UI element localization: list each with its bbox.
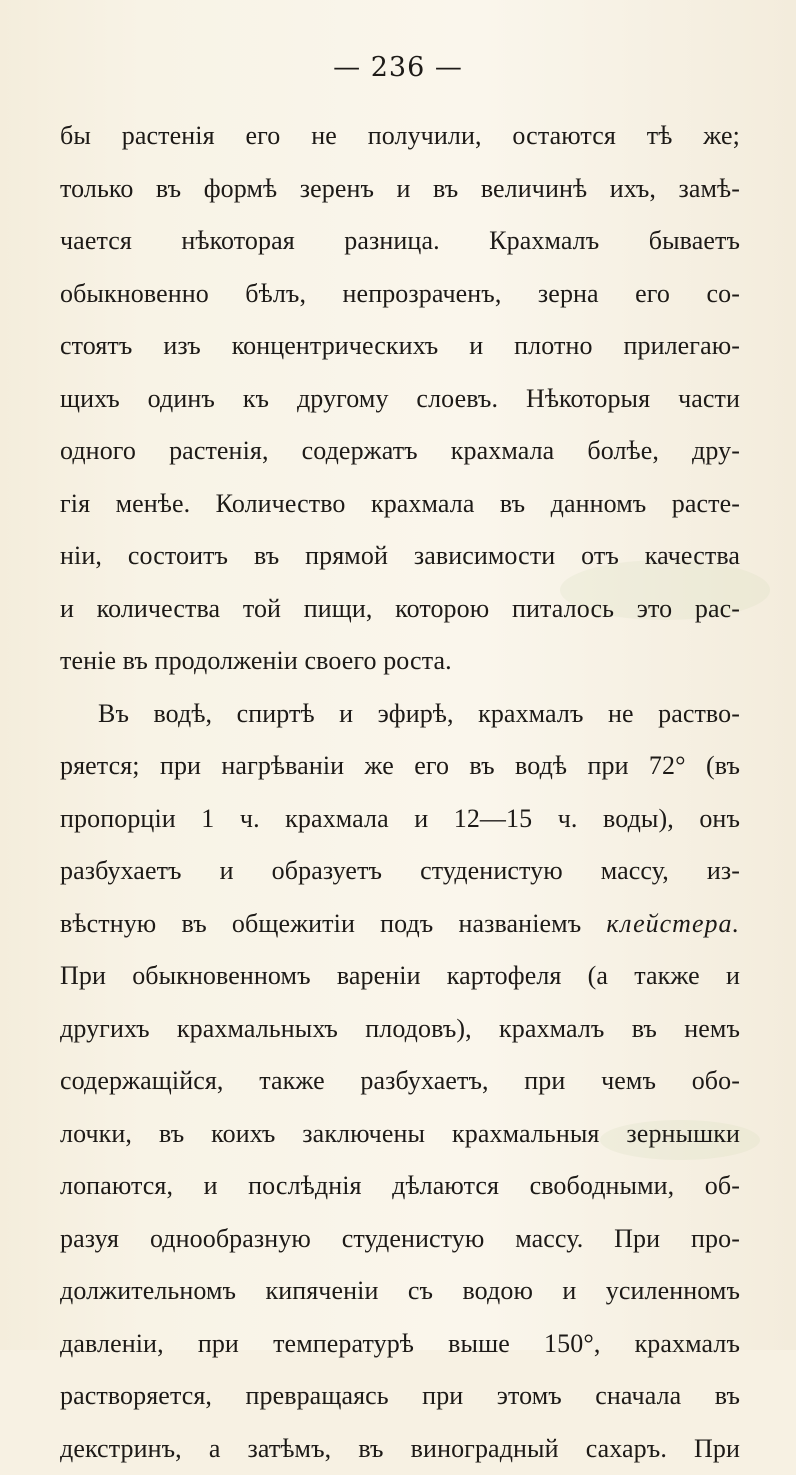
text-line: давленіи, при температурѣ выше 150°, крахмалъ [60, 1318, 740, 1371]
body-text [60, 110, 740, 1475]
text-line: ніи, состоитъ въ прямой зависимости отъ качества [60, 530, 740, 583]
text-line: гія менѣе. Количество крахмала въ данномъ расте- [60, 478, 740, 531]
text-line: При обыкновенномъ вареніи картофеля (а также и [60, 950, 740, 1003]
text-line: щихъ одинъ къ другому слоевъ. Нѣкоторыя части [60, 373, 740, 426]
text-line: стоятъ изъ концентрическихъ и плотно прилегаю- [60, 320, 740, 373]
text-line: чается нѣкоторая разница. Крахмалъ бываетъ [60, 215, 740, 268]
text-line: пропорціи 1 ч. крахмала и 12—15 ч. воды), онъ [60, 793, 740, 846]
text-line: лочки, въ коихъ заключены крахмальныя зернышки [60, 1108, 740, 1161]
text-line: декстринъ, а затѣмъ, въ виноградный сахаръ. При [60, 1423, 740, 1475]
page-number: — 236 — [0, 52, 796, 83]
text-line: только въ формѣ зеренъ и въ величинѣ ихъ, замѣ- [60, 163, 740, 216]
text-line: другихъ крахмальныхъ плодовъ), крахмалъ въ немъ [60, 1003, 740, 1056]
text-line-with-italic [60, 898, 740, 951]
text-line: бы растенія его не получили, остаются тѣ же; [60, 110, 740, 163]
text-line: разбухаетъ и образуетъ студенистую массу, из- [60, 845, 740, 898]
text-line: Въ водѣ, спиртѣ и эфирѣ, крахмалъ не раство- [60, 688, 740, 741]
italic-term: клейстера. [606, 909, 740, 938]
text-line: должительномъ кипяченіи съ водою и усиленномъ [60, 1265, 740, 1318]
text-line: растворяется, превращаясь при этомъ сначала въ [60, 1370, 740, 1423]
text-line: одного растенія, содержатъ крахмала болѣе, дру- [60, 425, 740, 478]
text-line: обыкновенно бѣлъ, непрозраченъ, зерна его со- [60, 268, 740, 321]
text-line: лопаются, и послѣднія дѣлаются свободными, об- [60, 1160, 740, 1213]
text-line: содержащійся, также разбухаетъ, при чемъ обо- [60, 1055, 740, 1108]
text-segment: вѣстную въ общежитіи подъ названіемъ [60, 909, 581, 938]
text-line: ряется; при нагрѣваніи же его въ водѣ при 72° (въ [60, 740, 740, 793]
text-line: разуя однообразную студенистую массу. При про- [60, 1213, 740, 1266]
text-line: теніе въ продолженіи своего роста. [60, 635, 740, 688]
text-line: и количества той пищи, которою питалось это рас- [60, 583, 740, 636]
